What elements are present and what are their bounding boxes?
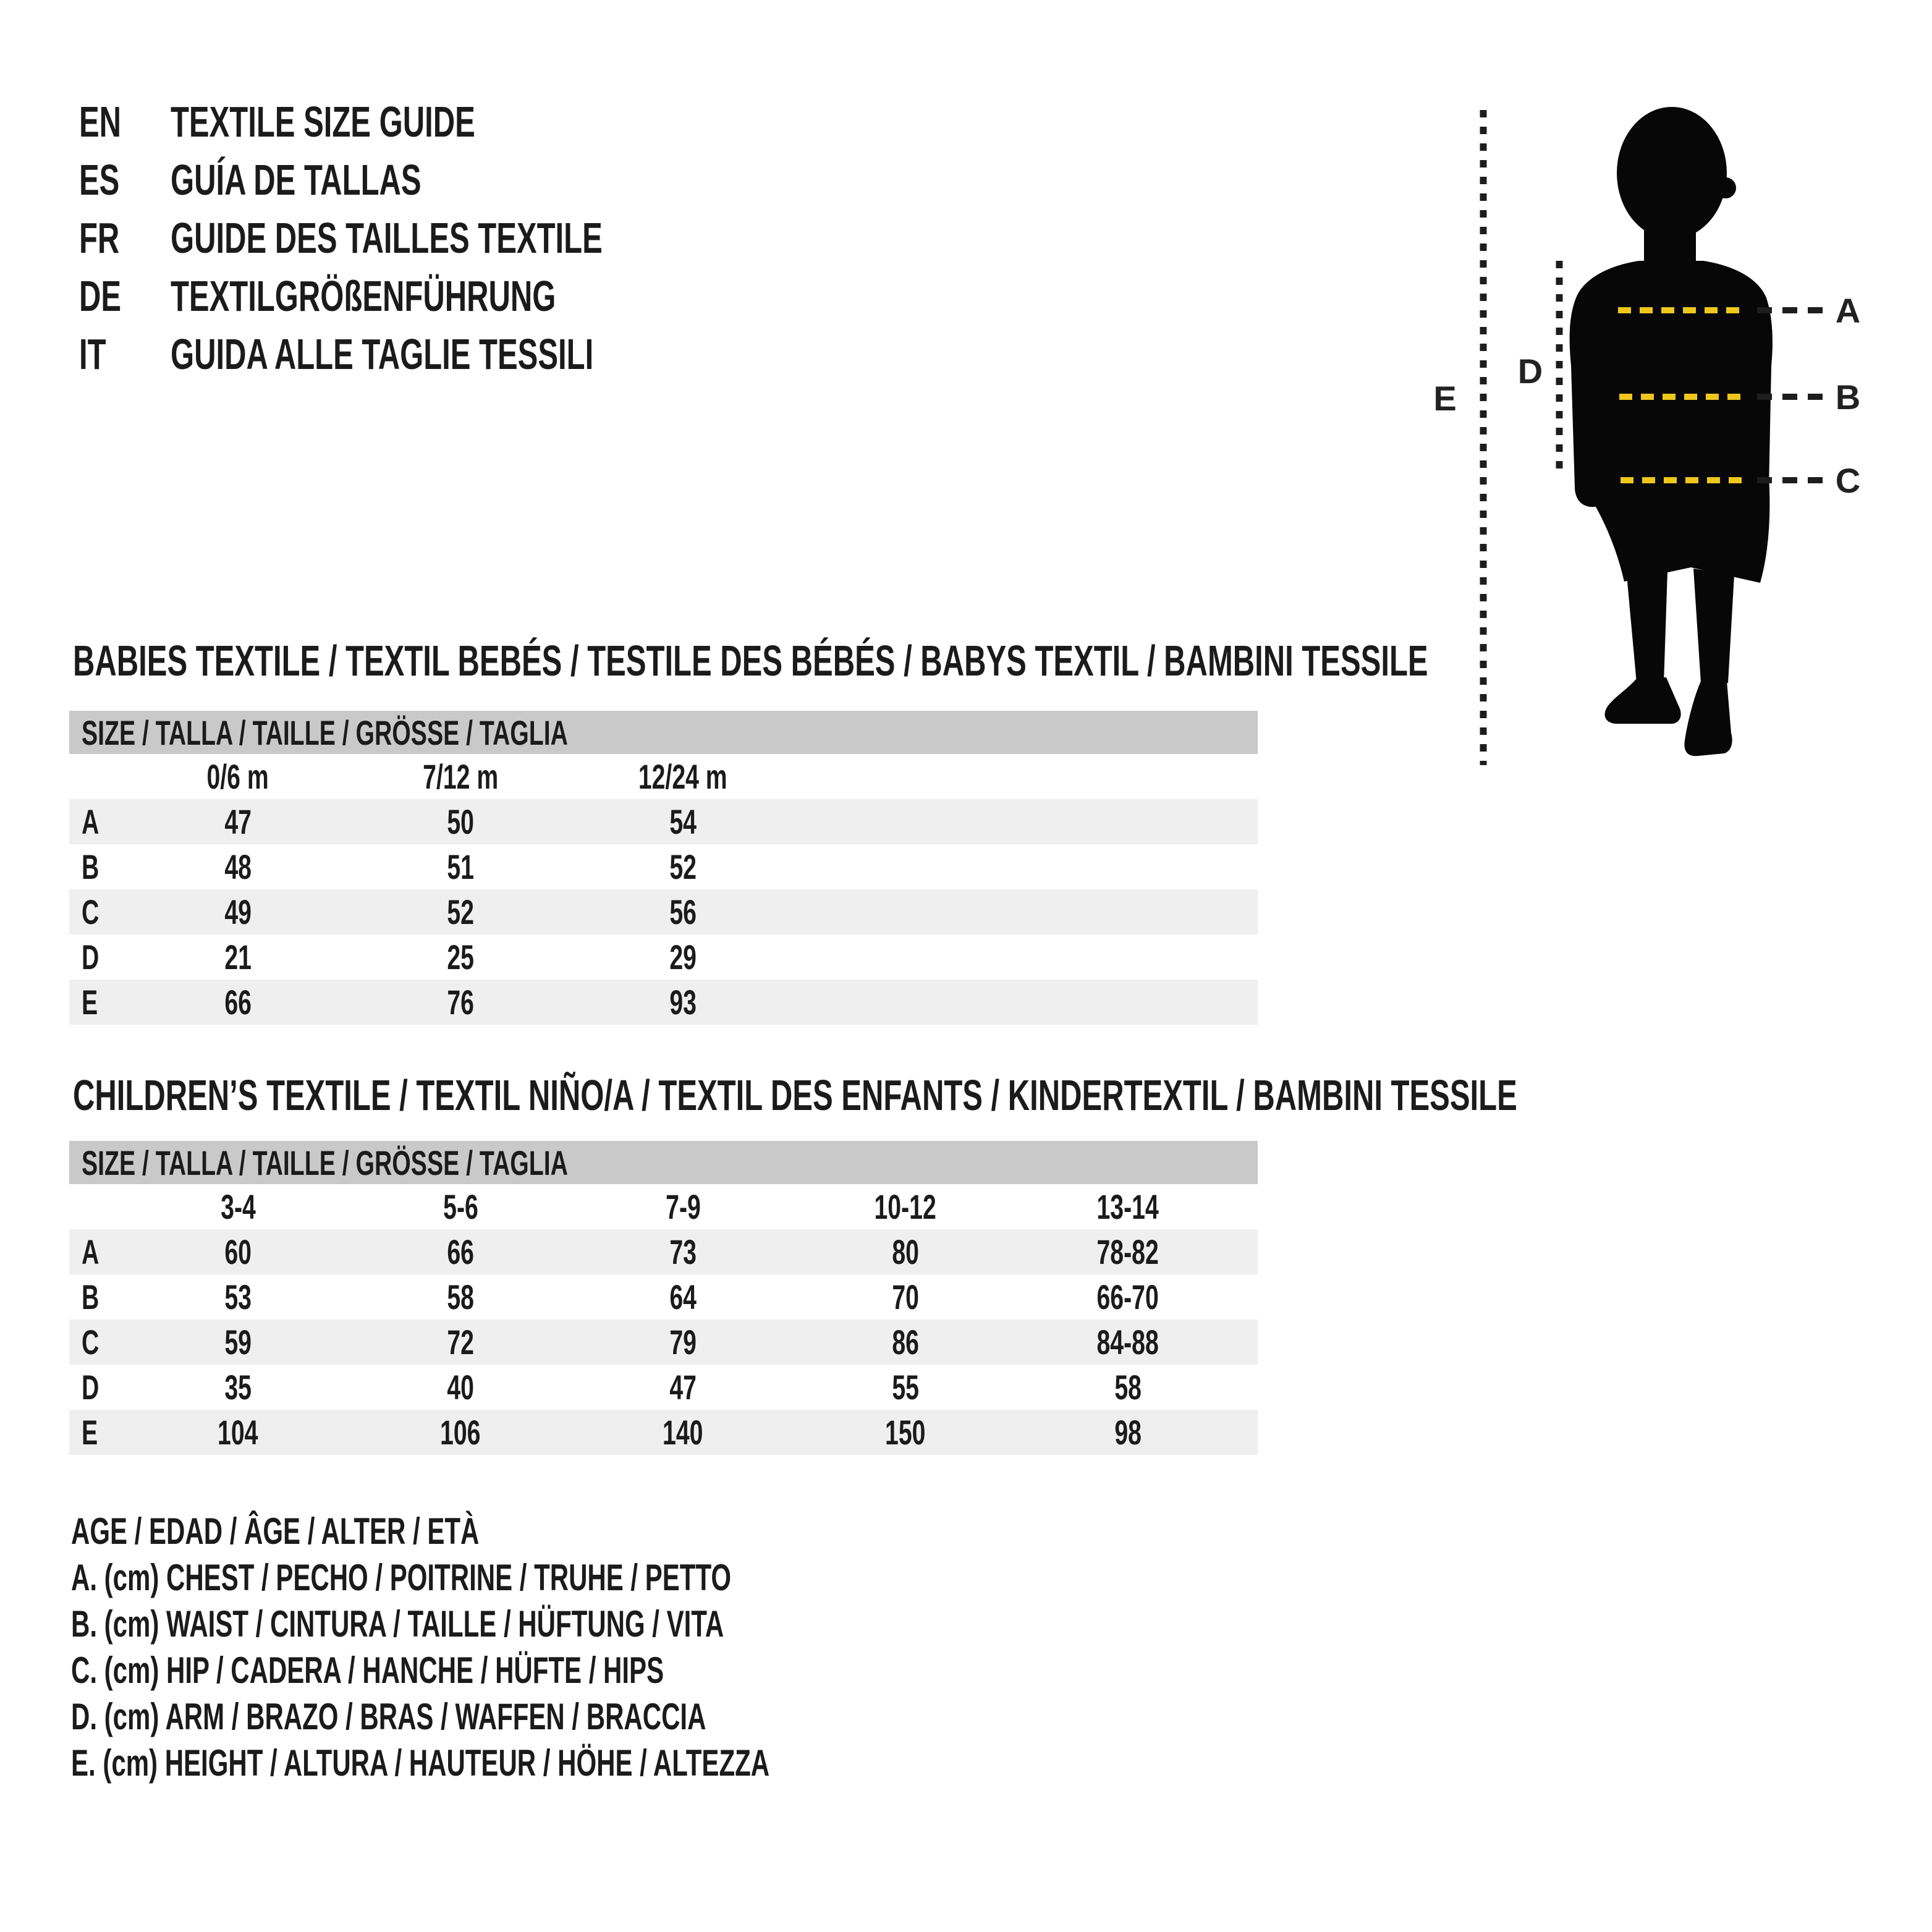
column-header: 10-12 [874, 1187, 937, 1226]
size-cell: 140 [663, 1413, 703, 1452]
row-label: B [82, 847, 100, 886]
table-header-row [69, 1184, 1258, 1229]
row-label-spacer [69, 1187, 127, 1227]
size-cell: 29 [669, 938, 697, 977]
legend-arm: D. (cm) ARM / BRAZO / BRAS / WAFFEN / BRACCIA [71, 1696, 706, 1737]
legend-hip: C. (cm) HIP / CADERA / HANCHE / HÜFTE / HIPS [71, 1650, 664, 1691]
children-size-header-band: SIZE / TALLA / TAILLE / GRÖSSE / TAGLIA [69, 1141, 1258, 1184]
children-size-table [69, 1184, 1258, 1455]
table-row [69, 1274, 1258, 1320]
size-cell: 70 [892, 1277, 919, 1316]
size-cell: 66 [224, 983, 252, 1022]
size-cell [794, 892, 1017, 932]
legend-waist: B. (cm) WAIST / CINTURA / TAILLE / HÜFTUNG / VITA [71, 1603, 724, 1645]
column-header [1017, 756, 1239, 797]
guide-title-it: GUIDA ALLE TAGLIE TESSILI [171, 330, 594, 378]
babies-size-header-band: SIZE / TALLA / TAILLE / GRÖSSE / TAGLIA [69, 711, 1258, 754]
row-label: C [82, 1323, 100, 1362]
size-cell [794, 802, 1017, 842]
language-code: FR [79, 214, 120, 262]
size-cell: 79 [669, 1323, 697, 1362]
size-cell: 55 [892, 1368, 919, 1407]
row-label: B [82, 1277, 100, 1316]
size-cell: 50 [447, 802, 474, 841]
size-cell: 84-88 [1096, 1323, 1159, 1362]
size-cell: 56 [669, 892, 697, 931]
language-row-it [79, 325, 787, 383]
size-cell: 106 [440, 1413, 481, 1452]
size-cell: 52 [669, 847, 697, 886]
silhouette-ear [1715, 177, 1736, 198]
arm-label: D [1517, 352, 1543, 391]
size-cell: 59 [224, 1323, 252, 1362]
row-label: D [82, 1368, 100, 1407]
column-header: 7/12 m [422, 757, 499, 796]
hip-label: C [1835, 461, 1861, 500]
chest-label: A [1835, 291, 1861, 330]
size-cell: 66-70 [1096, 1277, 1159, 1316]
size-cell [1017, 982, 1239, 1022]
language-row-de [79, 267, 787, 325]
size-cell [1017, 937, 1239, 977]
guide-title-en: TEXTILE SIZE GUIDE [171, 98, 475, 146]
table-row [69, 1320, 1258, 1365]
language-row-es [79, 151, 787, 209]
size-cell [794, 937, 1017, 977]
legend-chest: A. (cm) CHEST / PECHO / POITRINE / TRUHE / PETTO [71, 1557, 732, 1598]
legend-height: E. (cm) HEIGHT / ALTURA / HAUTEUR / HÖHE / ALTEZZA [71, 1742, 770, 1784]
size-cell: 93 [669, 983, 697, 1022]
size-cell: 54 [669, 802, 697, 841]
size-cell [1017, 892, 1239, 932]
legend-age: AGE / EDAD / ÂGE / ALTER / ETÀ [71, 1510, 480, 1552]
children-section [69, 1073, 1932, 1455]
size-cell: 52 [447, 892, 474, 931]
size-cell: 48 [224, 847, 252, 886]
guide-title-fr: GUIDE DES TAILLES TEXTILE [171, 214, 603, 262]
size-cell: 60 [224, 1232, 252, 1271]
size-cell: 104 [218, 1413, 258, 1452]
language-row-en [79, 93, 787, 151]
row-label-spacer [69, 756, 127, 797]
babies-size-table [69, 754, 1258, 1025]
waist-label: B [1835, 378, 1861, 417]
silhouette-torso [1570, 261, 1773, 507]
row-label: D [82, 938, 100, 977]
size-cell: 35 [224, 1368, 252, 1407]
size-cell: 72 [447, 1323, 474, 1362]
size-cell: 80 [892, 1232, 919, 1271]
silhouette-shorts [1576, 476, 1769, 583]
column-header: 3-4 [220, 1187, 256, 1226]
size-cell: 49 [224, 892, 252, 931]
column-header [794, 756, 1017, 797]
language-code: ES [79, 156, 120, 204]
size-cell: 51 [447, 847, 474, 886]
column-header: 12/24 m [638, 757, 727, 796]
babies-section [69, 638, 1932, 1025]
row-label: A [82, 1232, 100, 1271]
size-cell [1017, 847, 1239, 887]
row-label: A [82, 802, 100, 841]
measurement-legend [71, 1508, 1069, 1786]
guide-title-es: GUÍA DE TALLAS [171, 156, 422, 204]
row-label: C [82, 892, 100, 931]
language-title-block [79, 93, 787, 383]
language-code: IT [79, 330, 106, 378]
size-cell: 25 [447, 938, 474, 977]
table-row [69, 1410, 1258, 1455]
size-cell [794, 982, 1017, 1022]
size-cell: 73 [669, 1232, 697, 1271]
table-row [69, 889, 1258, 934]
size-cell: 150 [885, 1413, 926, 1452]
size-cell: 86 [892, 1323, 919, 1362]
size-cell: 76 [447, 983, 474, 1022]
size-cell [1017, 802, 1239, 842]
table-row [69, 799, 1258, 844]
table-row [69, 1229, 1258, 1274]
language-row-fr [79, 209, 787, 267]
silhouette-neck [1644, 222, 1696, 267]
silhouette-head [1617, 107, 1727, 239]
size-cell: 21 [224, 938, 252, 977]
column-header: 7-9 [665, 1187, 701, 1226]
row-label: E [82, 1413, 98, 1452]
size-cell: 53 [224, 1277, 252, 1316]
size-cell: 58 [1114, 1368, 1142, 1407]
size-cell: 40 [447, 1368, 474, 1407]
column-header: 5-6 [443, 1187, 478, 1226]
table-row [69, 980, 1258, 1025]
size-cell: 98 [1114, 1413, 1142, 1452]
table-row [69, 844, 1258, 889]
guide-title-de: TEXTILGRÖßENFÜHRUNG [171, 272, 556, 320]
column-header: 13-14 [1096, 1187, 1159, 1226]
height-label: E [1433, 379, 1457, 418]
size-cell: 47 [224, 802, 252, 841]
language-code: DE [79, 272, 122, 320]
table-row [69, 1365, 1258, 1410]
table-row [69, 934, 1258, 980]
row-label: E [82, 983, 98, 1022]
column-header: 0/6 m [206, 757, 269, 796]
size-cell: 64 [669, 1277, 697, 1316]
size-cell: 78-82 [1096, 1232, 1159, 1271]
table-header-row [69, 754, 1258, 799]
language-code: EN [79, 98, 122, 146]
babies-section-title: BABIES TEXTILE / TEXTIL BEBÉS / TESTILE DES BÉBÉS / BABYS TEXTIL / BAMBINI TESSILE [73, 637, 1428, 685]
size-cell: 47 [669, 1368, 697, 1407]
size-cell [794, 847, 1017, 887]
size-cell: 58 [447, 1277, 474, 1316]
children-section-title: CHILDREN’S TEXTILE / TEXTIL NIÑO/A / TEXTIL DES ENFANTS / KINDERTEXTIL / BAMBINI TESSILE [73, 1071, 1517, 1119]
size-cell: 66 [447, 1232, 474, 1271]
